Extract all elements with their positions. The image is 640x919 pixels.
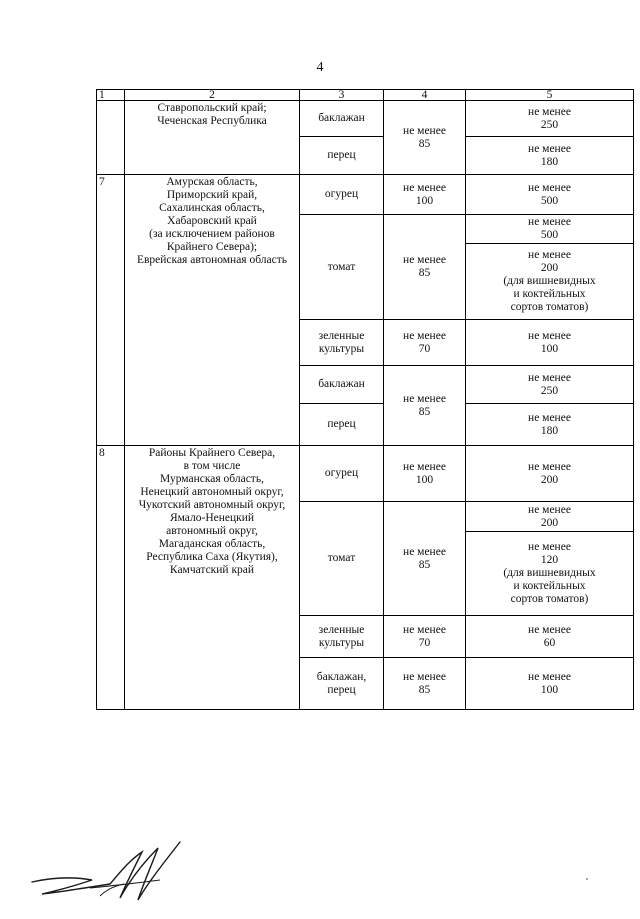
column-number-2: 2 <box>125 90 300 101</box>
crop-cell-line: перец <box>327 418 356 430</box>
value-cell-line: не менее <box>528 411 571 424</box>
crop-cell-line: культуры <box>318 636 365 649</box>
yield-cell <box>384 320 466 366</box>
row-number: 7 <box>97 175 125 446</box>
region-cell-line: Еврейская автономная область <box>136 254 288 266</box>
yield-cell <box>384 101 466 175</box>
crop-cell <box>300 101 384 137</box>
yield-cell <box>384 366 466 446</box>
value-cell-line: не менее <box>528 105 571 118</box>
yield-table <box>96 89 634 710</box>
value-cell-line: 100 <box>540 342 559 355</box>
value-cell-line: 100 <box>540 683 559 696</box>
yield-cell-line: 100 <box>415 194 434 207</box>
crop-cell <box>300 616 384 658</box>
yield-cell-line: 100 <box>415 473 434 486</box>
value-cell-line: не менее <box>528 142 571 155</box>
region-cell-line: Республика Саха (Якутия), <box>146 551 278 563</box>
region-cell-line: Чеченская Республика <box>157 115 267 127</box>
value-cell <box>466 101 634 137</box>
value-cell <box>466 175 634 215</box>
yield-cell <box>384 175 466 215</box>
scan-speck <box>586 878 588 880</box>
yield-cell <box>384 215 466 320</box>
region-cell-line: в том числе <box>183 460 241 472</box>
value-cell-line: сортов томатов) <box>510 593 589 605</box>
table-body <box>97 101 634 710</box>
yield-cell-line: не менее <box>403 181 446 194</box>
value-cell-line: не менее <box>528 541 571 553</box>
value-cell-line: 200 <box>540 473 559 486</box>
region-cell-line: Ненецкий автономный округ, <box>140 486 284 498</box>
value-cell-line: 120 <box>540 554 559 566</box>
value-cell <box>466 502 634 532</box>
crop-cell-line: зеленные <box>318 329 365 342</box>
column-number-5: 5 <box>466 90 634 101</box>
table-row <box>97 101 634 137</box>
yield-cell-line: не менее <box>403 329 446 342</box>
crop-cell-line: перец <box>327 149 356 161</box>
crop-cell <box>300 366 384 404</box>
crop-cell <box>300 137 384 175</box>
value-cell-line: 180 <box>540 424 559 437</box>
crop-cell <box>300 658 384 710</box>
crop-cell-line: томат <box>327 260 356 273</box>
value-cell <box>466 658 634 710</box>
crop-cell-line: культуры <box>318 342 365 355</box>
crop-cell <box>300 446 384 502</box>
yield-cell <box>384 446 466 502</box>
region-cell-line: Амурская область, <box>166 176 258 188</box>
value-cell <box>466 215 634 244</box>
column-number-3: 3 <box>300 90 384 101</box>
yield-cell-line: 85 <box>418 267 431 279</box>
region-cell-line: Ямало-Ненецкий <box>169 512 255 524</box>
yield-cell-line: не менее <box>403 623 446 636</box>
yield-cell-line: не менее <box>403 392 446 405</box>
region-cell-line: Ставропольский край; <box>157 102 267 114</box>
value-cell-line: 200 <box>540 262 559 274</box>
crop-cell <box>300 502 384 616</box>
crop-cell <box>300 175 384 215</box>
table-row <box>97 175 634 215</box>
region-cell-line: Приморский край, <box>166 189 258 201</box>
yield-cell <box>384 658 466 710</box>
crop-cell <box>300 404 384 446</box>
yield-cell-line: 70 <box>418 636 431 649</box>
region-cell-line: Чукотский автономный округ, <box>138 499 286 511</box>
crop-cell-line: томат <box>327 552 356 564</box>
value-cell-line: не менее <box>528 329 571 342</box>
signature-image <box>30 840 190 910</box>
value-cell-line: 60 <box>543 636 556 649</box>
value-cell-line: не менее <box>528 460 571 473</box>
value-cell <box>466 616 634 658</box>
value-cell-line: 180 <box>540 155 559 168</box>
crop-cell-line: баклажан, <box>316 670 367 683</box>
region-cell-line: (за исключением районов <box>149 228 275 240</box>
region-cell-line: Районы Крайнего Севера, <box>148 447 276 459</box>
value-cell-line: не менее <box>528 503 571 516</box>
value-cell-line: 250 <box>540 384 559 397</box>
value-cell <box>466 404 634 446</box>
yield-cell-line: 85 <box>418 683 431 696</box>
value-cell <box>466 532 634 616</box>
value-cell-line: не менее <box>528 216 571 228</box>
column-number-4: 4 <box>384 90 466 101</box>
yield-cell-line: 70 <box>418 342 431 355</box>
yield-cell-line: не менее <box>403 460 446 473</box>
value-cell-line: не менее <box>528 249 571 261</box>
crop-cell-line: баклажан <box>318 378 365 390</box>
region-cell-line: Магаданская область, <box>158 538 266 550</box>
value-cell-line: не менее <box>528 623 571 636</box>
yield-cell-line: не менее <box>403 254 446 266</box>
value-cell-line: 200 <box>540 516 559 529</box>
value-cell-line: и коктейльных <box>513 580 586 592</box>
yield-cell-line: не менее <box>403 124 446 137</box>
value-cell-line: не менее <box>528 181 571 194</box>
crop-cell-line: огурец <box>324 467 359 479</box>
yield-cell-line: не менее <box>403 545 446 558</box>
yield-cell-line: 85 <box>418 558 431 571</box>
value-cell <box>466 320 634 366</box>
value-cell <box>466 366 634 404</box>
table-row <box>97 446 634 502</box>
value-cell-line: не менее <box>528 371 571 384</box>
value-cell <box>466 446 634 502</box>
header-row <box>97 90 634 101</box>
value-cell-line: 250 <box>540 118 559 131</box>
value-cell <box>466 244 634 320</box>
value-cell-line: 500 <box>540 194 559 207</box>
yield-cell-line: не менее <box>403 670 446 683</box>
crop-cell-line: огурец <box>324 188 359 200</box>
crop-cell <box>300 320 384 366</box>
crop-cell-line: зеленные <box>318 623 365 636</box>
crop-cell <box>300 215 384 320</box>
value-cell-line: не менее <box>528 670 571 683</box>
yield-cell <box>384 616 466 658</box>
crop-cell-line: баклажан <box>318 112 365 124</box>
region-cell <box>125 446 300 710</box>
row-number: 8 <box>97 446 125 710</box>
row-number <box>97 101 125 175</box>
value-cell-line: и коктейльных <box>513 288 586 300</box>
value-cell <box>466 137 634 175</box>
yield-cell <box>384 502 466 616</box>
yield-cell-line: 85 <box>418 137 431 150</box>
region-cell <box>125 175 300 446</box>
region-cell-line: автономный округ, <box>166 525 258 537</box>
yield-cell-line: 85 <box>418 405 431 418</box>
region-cell-line: Крайнего Севера); <box>166 241 258 253</box>
value-cell-line: (для вишневидных <box>503 567 596 579</box>
value-cell-line: сортов томатов) <box>510 301 589 313</box>
region-cell-line: Сахалинская область, <box>159 202 265 214</box>
page-number: 4 <box>316 60 324 75</box>
region-cell <box>125 101 300 175</box>
region-cell-line: Камчатский край <box>169 564 255 576</box>
region-cell-line: Хабаровский край <box>167 215 257 227</box>
value-cell-line: 500 <box>540 229 559 241</box>
region-cell-line: Мурманская область, <box>160 473 264 485</box>
column-number-1: 1 <box>97 90 125 101</box>
value-cell-line: (для вишневидных <box>503 275 596 287</box>
crop-cell-line: перец <box>327 683 356 696</box>
